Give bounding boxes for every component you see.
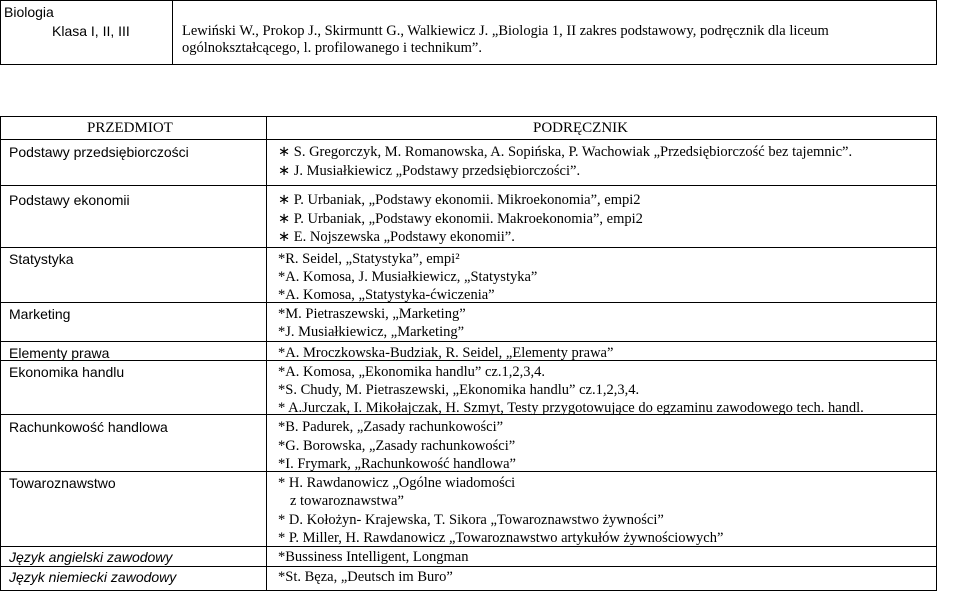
textbook-entry: * A.Jurczak, I. Mikołajczak, H. Szmyt, Testy przygotowujące do egzaminu zawodowego tech. handl. <box>278 400 864 416</box>
main-table-border-top <box>0 116 937 117</box>
textbook-entry: *S. Chudy, M. Pietraszewski, „Ekonomika handlu” cz.1,2,3,4. <box>278 382 640 398</box>
biology-textbook-line2: ogólnokształcącego, l. profilowanego i technikum”. <box>182 40 482 56</box>
subject-cell: Elementy prawa <box>9 345 110 361</box>
textbook-entry: *R. Seidel, „Statystyka”, empi² <box>278 251 460 267</box>
row-separator <box>0 247 937 248</box>
textbook-entry: *G. Borowska, „Zasady rachunkowości” <box>278 438 516 454</box>
textbook-entry: *A. Mroczkowska-Budziak, R. Seidel, „Elementy prawa” <box>278 345 614 361</box>
textbook-entry: ∗ P. Urbaniak, „Podstawy ekonomii. Makroekonomia”, empi2 <box>278 211 643 227</box>
textbook-entry: *A. Komosa, „Ekonomika handlu” cz.1,2,3,4. <box>278 364 545 380</box>
subject-cell: Ekonomika handlu <box>9 364 125 380</box>
textbook-entry: ∗ E. Nojszewska „Podstawy ekonomii”. <box>278 229 515 245</box>
header-textbook: PODRĘCZNIK <box>533 120 629 136</box>
subject-cell: Statystyka <box>9 251 74 267</box>
textbook-entry: *I. Frymark, „Rachunkowość handlowa” <box>278 456 516 472</box>
textbook-entry: *A. Komosa, „Statystyka-ćwiczenia” <box>278 287 495 303</box>
textbook-entry: ∗ S. Gregorczyk, M. Romanowska, A. Sopińska, P. Wachowiak „Przedsiębiorczość bez tajemnic”. <box>278 144 853 160</box>
top-table-border-top <box>0 0 937 1</box>
textbook-entry: *B. Padurek, „Zasady rachunkowości” <box>278 419 504 435</box>
textbook-entry: * H. Rawdanowicz „Ogólne wiadomości <box>278 475 516 491</box>
subject-biology: Biologia <box>4 4 54 20</box>
main-table-border-left <box>0 116 1 591</box>
textbook-entry: *M. Pietraszewski, „Marketing” <box>278 306 466 322</box>
textbook-entry: * P. Miller, H. Rawdanowicz „Towaroznawstwo artykułów żywnościowych” <box>278 530 724 546</box>
main-table-border-bottom <box>0 590 937 591</box>
subject-cell: Towaroznawstwo <box>9 475 116 491</box>
textbook-entry: *Bussiness Intelligent, Longman <box>278 549 469 565</box>
biology-textbook-line1: Lewiński W., Prokop J., Skirmuntt G., Walkiewicz J. „Biologia 1, II zakres podstawowy, podręcznik dla liceum <box>182 23 829 39</box>
row-separator <box>0 566 937 567</box>
top-table-border-right <box>936 0 937 65</box>
subject-cell: Podstawy przedsiębiorczości <box>9 144 189 160</box>
subject-cell: Podstawy ekonomii <box>9 192 130 208</box>
main-table-column-divider <box>266 116 267 591</box>
textbook-entry: ∗ J. Musiałkiewicz „Podstawy przedsiębiorczości”. <box>278 163 581 179</box>
textbook-entry: ∗ P. Urbaniak, „Podstawy ekonomii. Mikroekonomia”, empi2 <box>278 192 641 208</box>
textbook-entry: z towaroznawstwa” <box>290 493 404 509</box>
textbook-entry: *St. Bęza, „Deutsch im Buro” <box>278 569 453 585</box>
row-separator <box>0 185 937 186</box>
header-subject: PRZEDMIOT <box>87 120 173 136</box>
top-table-border-bottom <box>0 64 937 65</box>
main-table-border-right <box>936 116 937 591</box>
subject-cell: Język angielski zawodowy <box>9 549 173 565</box>
row-separator <box>0 341 937 342</box>
textbook-entry: * D. Kołożyn- Krajewska, T. Sikora „Towaroznawstwo żywności” <box>278 512 664 528</box>
subject-cell: Rachunkowość handlowa <box>9 419 168 435</box>
top-table-border-left <box>0 0 1 65</box>
subject-cell: Marketing <box>9 306 71 322</box>
class-range: Klasa I, II, III <box>52 23 130 39</box>
row-separator <box>0 139 937 140</box>
top-table-divider <box>172 0 173 65</box>
subject-cell: Język niemiecki zawodowy <box>9 569 177 585</box>
textbook-entry: *J. Musiałkiewicz, „Marketing” <box>278 324 465 340</box>
textbook-entry: *A. Komosa, J. Musiałkiewicz, „Statystyka” <box>278 269 538 285</box>
